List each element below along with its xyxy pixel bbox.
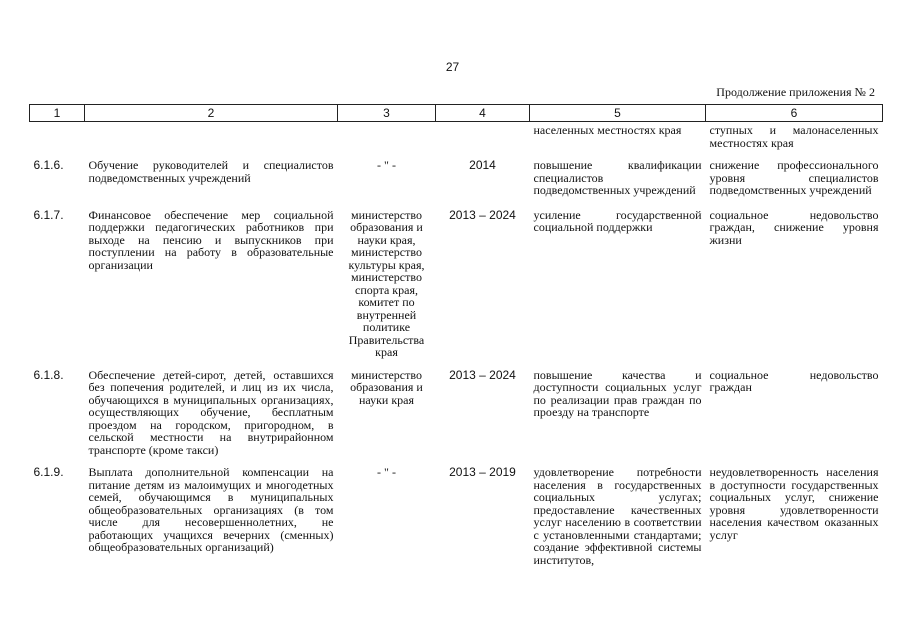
row-number: 6.1.6.	[33, 158, 64, 172]
expected-result: удовлетворение потребности населения в государственных социальных услугах; предоставление качественных услуг населению в соответствии с установленными стандартами; создание эффективной системы институтов,	[533, 465, 702, 567]
row-number: 6.1.9.	[33, 465, 64, 479]
table-row	[30, 369, 883, 467]
implementation-period: 2013 – 2019	[449, 465, 516, 479]
col-header-3: 3	[338, 105, 436, 122]
continued-row	[30, 122, 883, 160]
col-header-1: 1	[30, 105, 85, 122]
table-row	[30, 209, 883, 369]
measure-name: Выплата дополнительной компенсации на питание детям из малоимущих и многодетных семей, обучающимся в муниципальных общеобразовательных организациях (в том числе для несовершеннолетних, не работающих учащихся вечерних (сменных) общеобразовательных организаций)	[88, 465, 334, 554]
col-header-5: 5	[530, 105, 706, 122]
measure-name: Обеспечение детей-сирот, детей, оставшихся без попечения родителей, и лиц из их числа, обучающихся в муниципальных организациях, осуществляющих обучение, бесплатным проездом на городском, пригородном, в сельской местности на внутрирайонном транспорте (кроме такси)	[88, 367, 334, 457]
row-number: 6.1.7.	[33, 207, 64, 222]
col-header-6: 6	[706, 105, 883, 122]
implementation-period: 2013 – 2024	[449, 207, 516, 222]
page-number: 27	[445, 60, 460, 74]
continued-risk-cell: ступных и малонаселенных местностях края	[709, 123, 879, 150]
implementation-period: 2014	[469, 158, 496, 172]
non-implementation-consequence: неудовлетворенность населения в доступности государственных социальных услуг, снижение уровня удовлетворенности населения качеством оказанных услуг	[709, 465, 879, 542]
non-implementation-consequence: социальное недовольство граждан, снижение уровня жизни	[709, 207, 879, 247]
row-number: 6.1.8.	[33, 367, 64, 382]
non-implementation-consequence: социальное недовольство граждан	[709, 367, 879, 394]
measures-table	[29, 104, 883, 566]
col-header-4: 4	[436, 105, 530, 122]
table-row	[30, 159, 883, 209]
executor: министерство образования и науки края	[350, 367, 423, 407]
expected-result: усиление государственной социальной поддержки	[533, 207, 702, 234]
table-header-row	[30, 105, 883, 122]
implementation-period: 2013 – 2024	[449, 367, 516, 382]
executor: - " -	[377, 158, 396, 172]
measure-name: Обучение руководителей и специалистов подведомственных учреждений	[88, 158, 334, 185]
non-implementation-consequence: снижение профессионального уровня специалистов подведомственных учреждений	[709, 158, 879, 197]
continued-result-cell: населенных местностях края	[533, 123, 682, 137]
expected-result: повышение качества и доступности социальных услуг по реализации прав граждан по проезду на транспорте	[533, 367, 702, 419]
measure-name: Финансовое обеспечение мер социальной поддержки педагогических работников при выходе на пенсию и выпускников при поступлении на работу в образовательные организации	[88, 207, 334, 272]
executor: - " -	[377, 465, 396, 479]
table-row	[30, 466, 883, 566]
executor: министерство образования и науки края, министерство культуры края, министерство спорта края, комитет по внутренней политике Правительства края	[348, 207, 425, 359]
col-header-2: 2	[85, 105, 338, 122]
appendix-continuation-note: Продолжение приложения № 2	[716, 85, 875, 99]
expected-result: повышение квалификации специалистов подведомственных учреждений	[533, 158, 702, 197]
